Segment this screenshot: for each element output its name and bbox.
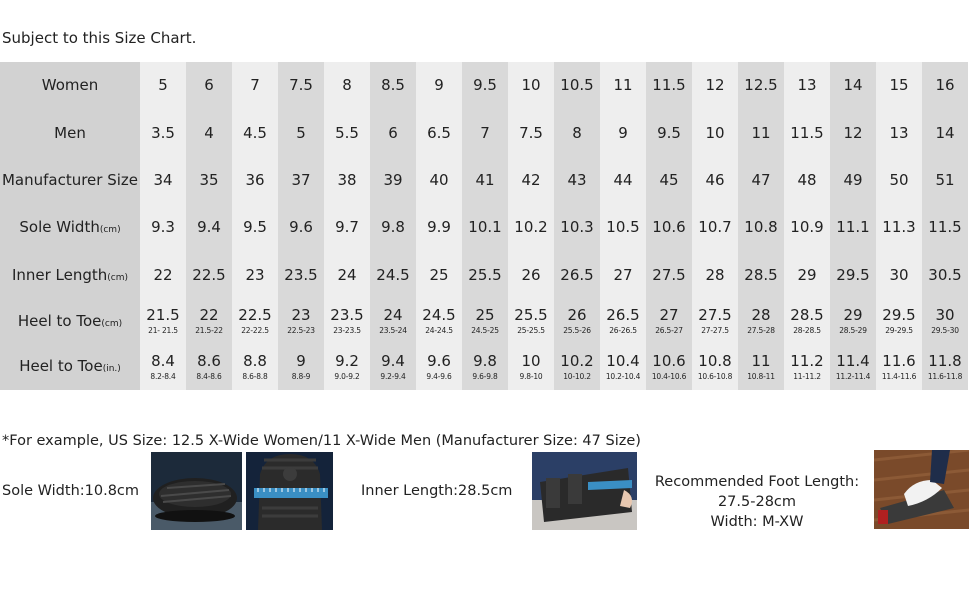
table-cell bbox=[784, 299, 830, 343]
table-cell: 13 bbox=[784, 62, 830, 109]
table-cell bbox=[738, 344, 784, 391]
cell-value: 27 bbox=[659, 306, 679, 325]
table-cell: 27 bbox=[600, 252, 646, 299]
table-cell: 37 bbox=[278, 157, 324, 204]
table-cell bbox=[692, 344, 738, 391]
table-cell: 39 bbox=[370, 157, 416, 204]
table-cell: 9.5 bbox=[646, 109, 692, 156]
table-cell bbox=[370, 299, 416, 343]
table-cell bbox=[140, 299, 186, 343]
cell-value: 25.5 bbox=[514, 306, 548, 325]
cell-value: 8.6 bbox=[197, 351, 221, 370]
cell-value: 29.5 bbox=[882, 306, 916, 325]
cell-value: 10.6 bbox=[652, 351, 686, 370]
table-cell bbox=[232, 299, 278, 343]
table-cell bbox=[738, 299, 784, 343]
table-cell bbox=[370, 344, 416, 391]
row-label-women: Women bbox=[0, 62, 140, 109]
table-cell: 26 bbox=[508, 252, 554, 299]
size-table bbox=[0, 62, 968, 390]
table-cell: 10.6 bbox=[646, 204, 692, 251]
cell-value: 11.4 bbox=[836, 351, 870, 370]
cell-value: 9.8 bbox=[473, 351, 497, 370]
table-cell: 10 bbox=[508, 62, 554, 109]
table-cell bbox=[830, 299, 876, 343]
table-cell: 10.5 bbox=[600, 204, 646, 251]
cell-value: 30 bbox=[935, 306, 955, 325]
table-cell: 47 bbox=[738, 157, 784, 204]
cell-range: 11.2-11.4 bbox=[835, 371, 871, 381]
table-cell bbox=[462, 344, 508, 391]
table-cell bbox=[186, 344, 232, 391]
table-cell: 3.5 bbox=[140, 109, 186, 156]
cell-value: 11.2 bbox=[790, 351, 824, 370]
table-cell: 15 bbox=[876, 62, 922, 109]
cell-value: 26.5 bbox=[606, 306, 640, 325]
table-cell: 11 bbox=[738, 109, 784, 156]
sole-measure-photo bbox=[246, 452, 333, 530]
cell-range: 10.4-10.6 bbox=[651, 371, 687, 381]
table-cell: 6 bbox=[370, 109, 416, 156]
cell-value: 25 bbox=[475, 306, 495, 325]
cell-value: 24 bbox=[383, 306, 403, 325]
cell-value: 29 bbox=[843, 306, 863, 325]
table-cell: 24.5 bbox=[370, 252, 416, 299]
table-cell: 13 bbox=[876, 109, 922, 156]
table-cell: 5 bbox=[278, 109, 324, 156]
chart-subtitle: Subject to this Size Chart. bbox=[2, 29, 197, 47]
table-cell: 41 bbox=[462, 157, 508, 204]
cell-range: 10-10.2 bbox=[563, 371, 591, 381]
table-cell: 49 bbox=[830, 157, 876, 204]
cell-range: 9.4-9.6 bbox=[426, 371, 452, 381]
table-row-men bbox=[0, 109, 968, 156]
slipper-top-photo bbox=[151, 452, 242, 530]
row-label-inner-length: Inner Length(cm) bbox=[0, 252, 140, 299]
cell-range: 9.0-9.2 bbox=[334, 371, 360, 381]
cell-range: 9.2-9.4 bbox=[380, 371, 406, 381]
cell-value: 21.5 bbox=[146, 306, 180, 325]
table-cell: 11.5 bbox=[646, 62, 692, 109]
table-cell: 29 bbox=[784, 252, 830, 299]
cell-range: 8.2-8.4 bbox=[150, 371, 176, 381]
table-cell: 36 bbox=[232, 157, 278, 204]
cell-range: 11.4-11.6 bbox=[881, 371, 917, 381]
table-cell bbox=[692, 299, 738, 343]
table-row-manufacturer bbox=[0, 157, 968, 204]
row-label-heel-toe-cm: Heel to Toe(cm) bbox=[0, 299, 140, 343]
table-cell: 24 bbox=[324, 252, 370, 299]
cell-value: 11.6 bbox=[882, 351, 916, 370]
table-cell: 28.5 bbox=[738, 252, 784, 299]
recommended-line-2: 27.5-28cm bbox=[717, 494, 797, 510]
table-cell: 34 bbox=[140, 157, 186, 204]
table-cell bbox=[278, 299, 324, 343]
cell-value: 8.8 bbox=[243, 351, 267, 370]
table-cell bbox=[600, 344, 646, 391]
cell-range: 8.8-9 bbox=[291, 371, 311, 381]
table-cell bbox=[278, 344, 324, 391]
table-cell: 9.5 bbox=[462, 62, 508, 109]
table-cell bbox=[876, 344, 922, 391]
recommended-line-1: Recommended Foot Length: bbox=[654, 474, 860, 490]
table-cell: 10.5 bbox=[554, 62, 600, 109]
table-cell: 26.5 bbox=[554, 252, 600, 299]
table-cell bbox=[784, 344, 830, 391]
table-cell: 4.5 bbox=[232, 109, 278, 156]
table-cell bbox=[462, 299, 508, 343]
cell-range: 24.5-25 bbox=[471, 326, 499, 336]
cell-range: 29.5-30 bbox=[931, 326, 959, 336]
cell-range: 11.6-11.8 bbox=[927, 371, 963, 381]
cell-range: 27-27.5 bbox=[701, 326, 729, 336]
table-cell: 10.8 bbox=[738, 204, 784, 251]
table-cell: 9 bbox=[600, 109, 646, 156]
cell-value: 23 bbox=[291, 306, 311, 325]
table-cell: 16 bbox=[922, 62, 968, 109]
cell-range: 24-24.5 bbox=[425, 326, 453, 336]
table-cell: 9.5 bbox=[232, 204, 278, 251]
cell-range: 10.2-10.4 bbox=[605, 371, 641, 381]
table-cell: 22 bbox=[140, 252, 186, 299]
table-cell: 23.5 bbox=[278, 252, 324, 299]
table-cell bbox=[186, 299, 232, 343]
cell-value: 23.5 bbox=[330, 306, 364, 325]
table-cell bbox=[324, 344, 370, 391]
table-cell: 9 bbox=[416, 62, 462, 109]
table-cell: 10.1 bbox=[462, 204, 508, 251]
table-cell: 7 bbox=[462, 109, 508, 156]
table-cell bbox=[416, 299, 462, 343]
cell-range: 21.5-22 bbox=[195, 326, 223, 336]
cell-range: 9.6-9.8 bbox=[472, 371, 498, 381]
cell-value: 9 bbox=[296, 351, 306, 370]
table-cell: 7 bbox=[232, 62, 278, 109]
cell-range: 26.5-27 bbox=[655, 326, 683, 336]
cell-value: 8.4 bbox=[151, 351, 175, 370]
cell-value: 10.4 bbox=[606, 351, 640, 370]
table-cell: 45 bbox=[646, 157, 692, 204]
table-row-heel-toe-in bbox=[0, 344, 968, 391]
table-cell bbox=[830, 344, 876, 391]
cell-value: 10 bbox=[521, 351, 541, 370]
table-cell: 44 bbox=[600, 157, 646, 204]
table-cell: 11 bbox=[600, 62, 646, 109]
cell-range: 22-22.5 bbox=[241, 326, 269, 336]
inner-length-example: Inner Length:28.5cm bbox=[361, 483, 513, 499]
cell-range: 10.8-11 bbox=[747, 371, 775, 381]
cell-range: 26-26.5 bbox=[609, 326, 637, 336]
table-cell: 28 bbox=[692, 252, 738, 299]
row-label-heel-toe-in: Heel to Toe(in.) bbox=[0, 344, 140, 391]
cell-value: 10.8 bbox=[698, 351, 732, 370]
table-cell: 8 bbox=[324, 62, 370, 109]
table-cell: 9.4 bbox=[186, 204, 232, 251]
table-cell bbox=[324, 299, 370, 343]
cell-value: 28.5 bbox=[790, 306, 824, 325]
table-cell: 10.2 bbox=[508, 204, 554, 251]
table-cell: 14 bbox=[922, 109, 968, 156]
table-cell bbox=[876, 299, 922, 343]
sole-width-example: Sole Width:10.8cm bbox=[2, 483, 140, 499]
cell-range: 27.5-28 bbox=[747, 326, 775, 336]
table-cell: 12 bbox=[830, 109, 876, 156]
cell-value: 11 bbox=[751, 351, 771, 370]
cell-value: 26 bbox=[567, 306, 587, 325]
table-cell: 10.7 bbox=[692, 204, 738, 251]
cell-value: 9.2 bbox=[335, 351, 359, 370]
cell-range: 21- 21.5 bbox=[148, 326, 178, 336]
table-cell: 30.5 bbox=[922, 252, 968, 299]
table-cell: 40 bbox=[416, 157, 462, 204]
table-cell bbox=[922, 344, 968, 391]
table-cell bbox=[232, 344, 278, 391]
cell-value: 22 bbox=[199, 306, 219, 325]
table-row-inner-length bbox=[0, 252, 968, 299]
table-cell: 9.8 bbox=[370, 204, 416, 251]
table-cell: 11.1 bbox=[830, 204, 876, 251]
table-cell: 12 bbox=[692, 62, 738, 109]
table-cell: 46 bbox=[692, 157, 738, 204]
cell-range: 22.5-23 bbox=[287, 326, 315, 336]
cell-range: 8.4-8.6 bbox=[196, 371, 222, 381]
cell-value: 11.8 bbox=[928, 351, 962, 370]
cell-range: 11-11.2 bbox=[793, 371, 821, 381]
table-cell bbox=[508, 299, 554, 343]
table-cell: 5 bbox=[140, 62, 186, 109]
cell-value: 9.4 bbox=[381, 351, 405, 370]
table-cell: 35 bbox=[186, 157, 232, 204]
table-cell: 51 bbox=[922, 157, 968, 204]
table-cell: 6.5 bbox=[416, 109, 462, 156]
row-label-men: Men bbox=[0, 109, 140, 156]
table-cell: 9.3 bbox=[140, 204, 186, 251]
table-cell: 38 bbox=[324, 157, 370, 204]
cell-range: 28.5-29 bbox=[839, 326, 867, 336]
foot-measure-photo bbox=[874, 450, 969, 529]
table-cell: 7.5 bbox=[508, 109, 554, 156]
table-cell bbox=[416, 344, 462, 391]
inner-length-photo bbox=[532, 452, 637, 530]
table-cell bbox=[140, 344, 186, 391]
table-cell: 11.5 bbox=[784, 109, 830, 156]
table-cell bbox=[922, 299, 968, 343]
table-cell: 5.5 bbox=[324, 109, 370, 156]
table-row-sole-width bbox=[0, 204, 968, 251]
table-cell: 25 bbox=[416, 252, 462, 299]
cell-range: 8.6-8.8 bbox=[242, 371, 268, 381]
table-cell: 10.9 bbox=[784, 204, 830, 251]
cell-value: 22.5 bbox=[238, 306, 272, 325]
table-row-heel-toe-cm bbox=[0, 299, 968, 343]
cell-value: 10.2 bbox=[560, 351, 594, 370]
table-cell: 8.5 bbox=[370, 62, 416, 109]
table-cell: 10 bbox=[692, 109, 738, 156]
table-cell: 14 bbox=[830, 62, 876, 109]
table-cell: 4 bbox=[186, 109, 232, 156]
table-cell: 30 bbox=[876, 252, 922, 299]
table-cell: 43 bbox=[554, 157, 600, 204]
table-cell: 12.5 bbox=[738, 62, 784, 109]
cell-range: 10.6-10.8 bbox=[697, 371, 733, 381]
table-cell: 8 bbox=[554, 109, 600, 156]
cell-value: 24.5 bbox=[422, 306, 456, 325]
cell-range: 25-25.5 bbox=[517, 326, 545, 336]
table-cell bbox=[600, 299, 646, 343]
table-cell: 50 bbox=[876, 157, 922, 204]
recommended-line-3: Width: M-XW bbox=[710, 514, 804, 530]
table-cell: 23 bbox=[232, 252, 278, 299]
table-cell: 42 bbox=[508, 157, 554, 204]
recommended-foot-length bbox=[652, 472, 862, 532]
cell-value: 9.6 bbox=[427, 351, 451, 370]
table-cell bbox=[554, 299, 600, 343]
cell-range: 23.5-24 bbox=[379, 326, 407, 336]
cell-value: 27.5 bbox=[698, 306, 732, 325]
table-cell: 9.7 bbox=[324, 204, 370, 251]
table-cell: 6 bbox=[186, 62, 232, 109]
table-cell bbox=[554, 344, 600, 391]
table-cell bbox=[646, 344, 692, 391]
table-cell: 7.5 bbox=[278, 62, 324, 109]
table-cell bbox=[646, 299, 692, 343]
table-cell: 48 bbox=[784, 157, 830, 204]
table-cell: 27.5 bbox=[646, 252, 692, 299]
cell-range: 9.8-10 bbox=[519, 371, 543, 381]
cell-range: 29-29.5 bbox=[885, 326, 913, 336]
table-cell: 11.3 bbox=[876, 204, 922, 251]
table-cell bbox=[508, 344, 554, 391]
table-cell: 9.6 bbox=[278, 204, 324, 251]
table-cell: 9.9 bbox=[416, 204, 462, 251]
cell-value: 28 bbox=[751, 306, 771, 325]
row-label-sole-width: Sole Width(cm) bbox=[0, 204, 140, 251]
table-cell: 25.5 bbox=[462, 252, 508, 299]
table-cell: 10.3 bbox=[554, 204, 600, 251]
cell-range: 23-23.5 bbox=[333, 326, 361, 336]
table-cell: 22.5 bbox=[186, 252, 232, 299]
row-label-manufacturer: Manufacturer Size bbox=[0, 157, 140, 204]
cell-range: 28-28.5 bbox=[793, 326, 821, 336]
table-cell: 11.5 bbox=[922, 204, 968, 251]
example-note: *For example, US Size: 12.5 X-Wide Women/11 X-Wide Men (Manufacturer Size: 47 Size) bbox=[2, 433, 641, 449]
table-row-women bbox=[0, 62, 968, 109]
cell-range: 25.5-26 bbox=[563, 326, 591, 336]
table-cell: 29.5 bbox=[830, 252, 876, 299]
